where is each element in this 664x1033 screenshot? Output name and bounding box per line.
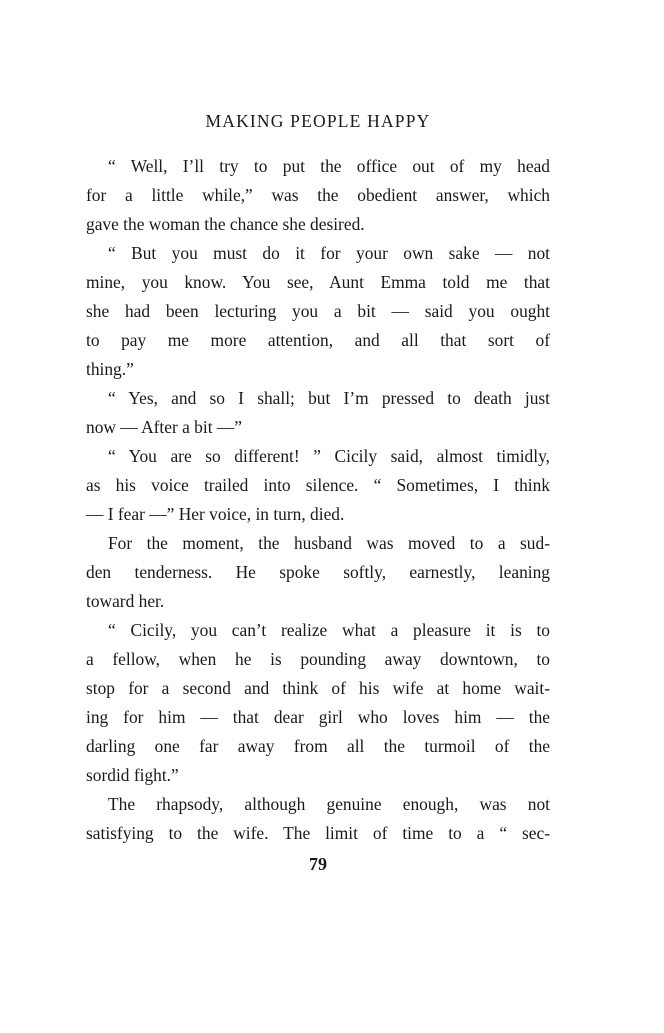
text-line: “ But you must do it for your own sake — not [108,243,550,263]
text-line: for a little while,” was the obedient answer, which [86,185,550,205]
text-line: “ You are so different! ” Cicily said, almost timidly, [108,446,550,466]
page-number: 79 [309,854,327,874]
text-line: mine, you know. You see, Aunt Emma told me that [86,272,550,292]
text-line: as his voice trailed into silence. “ Sometimes, I think [86,475,550,495]
text-line: thing.” [86,359,134,379]
text-line: — I fear —” Her voice, in turn, died. [86,504,345,524]
text-line: “ Cicily, you can’t realize what a pleasure it is to [108,620,550,640]
text-line: ing for him — that dear girl who loves him — the [86,707,550,727]
text-line: sordid fight.” [86,765,179,785]
text-line: darling one far away from all the turmoil of the [86,736,550,756]
book-page [86,110,550,876]
text-line: For the moment, the husband was moved to a sud- [108,533,550,553]
text-line: gave the woman the chance she desired. [86,214,365,234]
body-text [86,152,550,848]
text-line: “ Well, I’ll try to put the office out of my head [108,156,550,176]
text-line: stop for a second and think of his wife at home wait- [86,678,550,698]
running-head: MAKING PEOPLE HAPPY [205,111,431,131]
text-line: toward her. [86,591,165,611]
text-line: den tenderness. He spoke softly, earnestly, leaning [86,562,550,582]
text-line: The rhapsody, although genuine enough, was not [108,794,550,814]
text-line: satisfying to the wife. The limit of time to a “ sec- [86,823,550,843]
text-line: a fellow, when he is pounding away downtown, to [86,649,550,669]
text-line: to pay me more attention, and all that sort of [86,330,550,350]
text-line: now — After a bit —” [86,417,242,437]
text-line: “ Yes, and so I shall; but I’m pressed to death just [108,388,550,408]
text-line: she had been lecturing you a bit — said you ought [86,301,550,321]
